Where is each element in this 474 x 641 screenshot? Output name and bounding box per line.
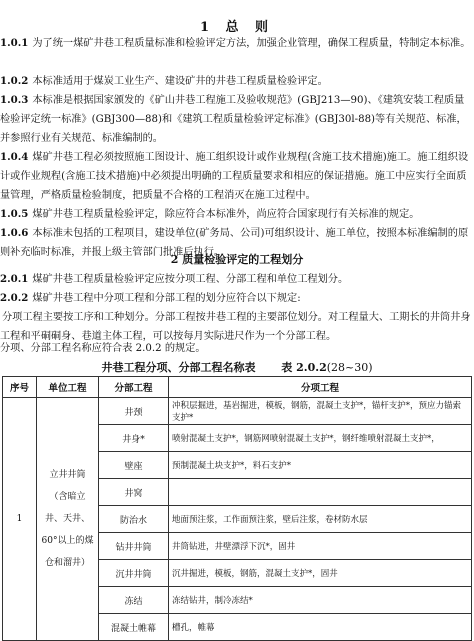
part-name: 井身* [99,425,169,452]
division-table [2,376,472,641]
paragraph-1-0-2 [0,72,474,91]
item-list: 冻结钻井，制冷冻结* [169,587,472,614]
unit-project-name: 立井井筒（含暗立井、天井、60°以上的煤仓和溜井） [37,398,99,641]
clause-text: 本标准未包括的工程项目，建设单位(矿务局、公司)可组织设计、施工单位，按照本标准编制的原则补充临时标准，并报上级主管部门批准后执行。 [0,228,469,258]
clause-text: 本标准是根据国家颁发的《矿山井巷工程施工及验收规范》(GBJ213—90)、《建筑安装工程质量检验评定统一标准》(GBJ300—88)和《建筑工程质量检验评定标准》(GBJ30l-88)等有关规范、标准，并参照行业有关规范、标准编制的。 [0,95,467,144]
paragraph-2-0-1 [0,270,474,289]
header-seq: 序号 [3,377,37,398]
clause-number: 1.0.2 [0,75,29,87]
part-name: 冻结 [99,587,169,614]
part-name: 钻井井筒 [99,533,169,560]
paragraph-text: 分项、分部工程名称应符合表 2.0.2 的规定。 [0,343,206,354]
clause-number: 2.0.2 [0,292,29,304]
clause-number: 2.0.1 [0,273,29,285]
row-seq: 1 [3,398,37,641]
clause-number: 1.0.4 [0,151,29,163]
item-list: 地面预注浆，工作面预注浆，壁后注浆，卷材防水层 [169,506,472,533]
part-name: 防治水 [99,506,169,533]
clause-number: 1.0.3 [0,94,29,106]
part-name: 混凝土帷幕 [99,614,169,641]
clause-text: 为了统一煤矿井巷工程质量标准和检验评定方法，加强企业管理，确保工程质量，特制定本标准。 [32,38,471,49]
paragraph-2-0-2 [0,289,474,308]
paragraph-1-0-4 [0,148,474,205]
item-list [169,479,472,506]
header-unit-project: 单位工程 [37,377,99,398]
part-name: 井窝 [99,479,169,506]
paragraph-table-reference [0,339,474,358]
paragraph-1-0-3 [0,91,474,148]
paragraph-text: 分项工程主要按工序和工种划分。分部工程按井巷工程的主要部位划分。对工程量大、工期长的井筒井身工程和平硐硐身、巷道主体工程，可以按每月实际进尺作为一个分部工程。 [0,312,471,342]
clause-number: 1.0.1 [0,37,29,49]
item-list: 井筒钻进，井壁漂浮下沉*，固井 [169,533,472,560]
item-list: 冲积层掘进，基岩掘进，模板，钢筋，混凝土支护*，锚杆支护*，预应力锚索支护* [169,398,472,425]
part-name: 沉井井筒 [99,560,169,587]
chapter-1-title: 1 总 则 [199,20,275,35]
clause-text: 煤矿井巷工程中分项工程和分部工程的划分应符合以下规定: [32,293,301,304]
table-title: 井巷工程分项、分部工程名称表 [101,361,256,374]
table-number: 表 2.0.2 [281,361,327,374]
clause-text: 煤矿井巷工程质量检验评定应按分项工程、分部工程和单位工程划分。 [32,274,349,285]
table-header-row [3,377,472,398]
paragraph-1-0-5 [0,205,474,224]
item-list: 预制混凝土块支护*，料石支护* [169,452,472,479]
item-list: 沉井掘进，模板，钢筋，混凝土支护*，固井 [169,560,472,587]
clause-text: 煤矿井巷工程必须按照施工图设计、施工组织设计或作业规程(含施工技术措施)施工。施工组织设计或作业规程(含施工技术措施)中必须提出明确的工程质量要求和相应的保证措施。施工中应实行全面质量管理，严格质量检验制度，把质量不合格的工程消灭在施工过程中。 [0,152,469,201]
clause-number: 1.0.5 [0,208,29,220]
header-item-project: 分项工程 [169,377,472,398]
part-name: 井颈 [99,398,169,425]
clause-text: 煤矿井巷工程质量检验评定，除应符合本标准外，尚应符合国家现行有关标准的规定。 [32,209,420,220]
clause-text: 本标准适用于煤炭工业生产、建设矿井的井巷工程质量检验评定。 [32,76,328,87]
table-caption [0,359,474,375]
clause-number: 1.0.6 [0,227,29,239]
table-page-ref: (28~30) [326,361,373,374]
part-name: 壁座 [99,452,169,479]
chapter-2-title: 2 质量检验评定的工程划分 [170,253,304,266]
item-list: 槽孔，帷幕 [169,614,472,641]
header-part-project: 分部工程 [99,377,169,398]
table-row [3,398,472,425]
item-list: 喷射混凝土支护*，钢筋网喷射混凝土支护*，钢纤维喷射混凝土支护*， [169,425,472,452]
paragraph-1-0-1 [0,34,474,53]
